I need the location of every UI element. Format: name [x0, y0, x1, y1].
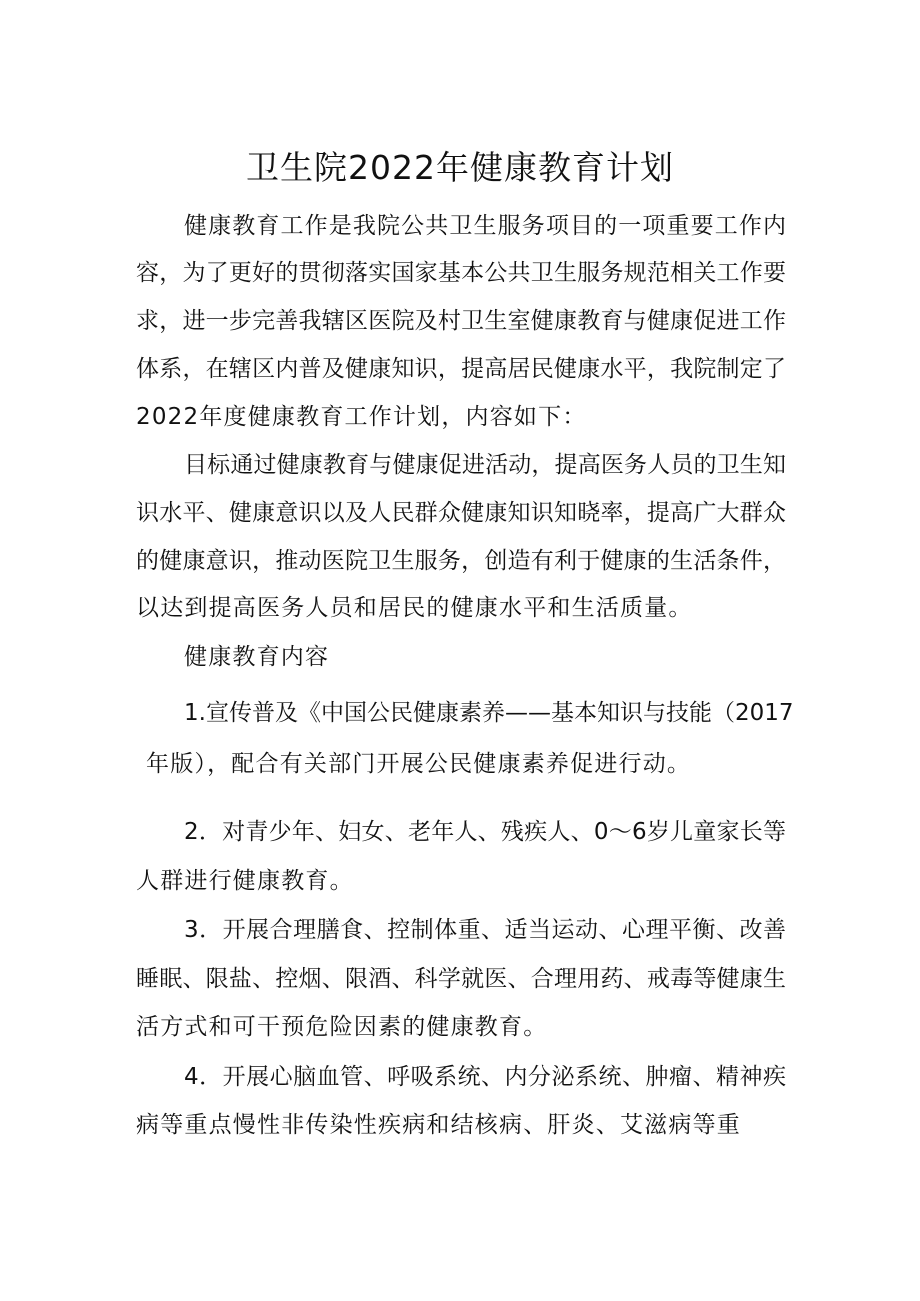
item-4-line-1: 4．开展心脑血管、呼吸系统、内分泌系统、肿瘤、精神疾 [184, 1064, 786, 1090]
item-1-line-1: 1.宣传普及《中国公民健康素养——基本知识与技能（2017 [184, 700, 794, 726]
intro-line-5: 2022年度健康教育工作计划，内容如下： [136, 404, 587, 430]
intro-line-4: 体系，在辖区内普及健康知识，提高居民健康水平，我院制定了 [136, 356, 786, 382]
intro-line-3: 求，进一步完善我辖区医院及村卫生室健康教育与健康促进工作 [136, 308, 786, 334]
item-3-line-1: 3．开展合理膳食、控制体重、适当运动、心理平衡、改善 [184, 917, 786, 943]
item-4-line-2: 病等重点慢性非传染性疾病和结核病、肝炎、艾滋病等重 [136, 1112, 741, 1138]
goal-line-4: 以达到提高医务人员和居民的健康水平和生活质量。 [136, 595, 693, 621]
goal-line-2: 识水平、健康意识以及人民群众健康知识知晓率，提高广大群众 [136, 500, 786, 526]
item-2-line-1: 2．对青少年、妇女、老年人、残疾人、0～6岁儿童家长等 [184, 819, 786, 845]
item-3-line-2: 睡眠、限盐、控烟、限酒、科学就医、合理用药、戒毒等健康生 [136, 966, 786, 992]
item-1-line-2: 年版），配合有关部门开展公民健康素养促进行动。 [146, 751, 692, 777]
goal-line-3: 的健康意识，推动医院卫生服务，创造有利于健康的生活条件， [136, 548, 786, 574]
item-2-line-2: 人群进行健康教育。 [136, 868, 354, 894]
item-3-line-3: 活方式和可干预危险因素的健康教育。 [136, 1014, 548, 1040]
intro-line-1: 健康教育工作是我院公共卫生服务项目的一项重要工作内 [184, 213, 786, 239]
document-title: 卫生院2022年健康教育计划 [246, 148, 674, 188]
goal-line-1: 目标通过健康教育与健康促进活动，提高医务人员的卫生知 [184, 452, 786, 478]
content-heading: 健康教育内容 [184, 644, 330, 670]
intro-line-2: 容，为了更好的贯彻落实国家基本公共卫生服务规范相关工作要 [136, 260, 786, 286]
